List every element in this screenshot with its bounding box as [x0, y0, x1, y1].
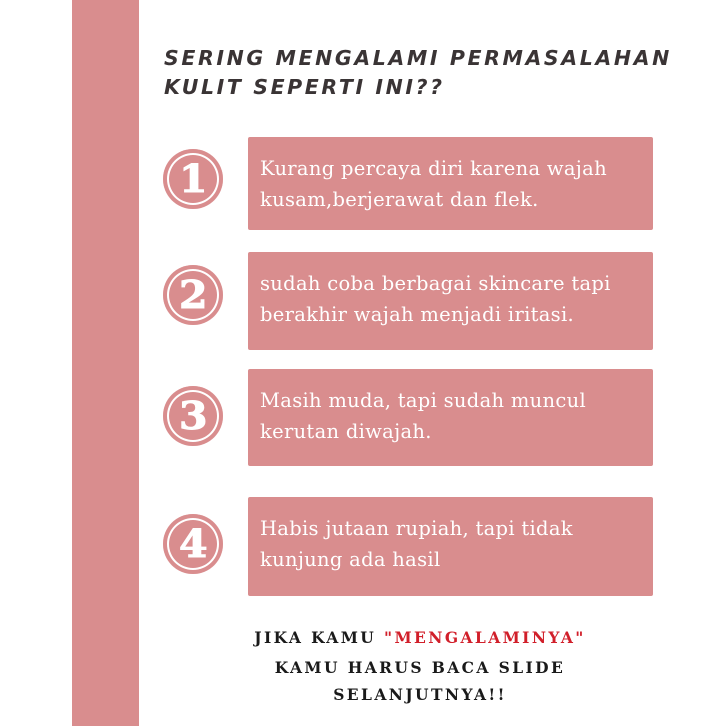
number-badge-2 — [163, 265, 223, 325]
number-badge-1 — [163, 149, 223, 209]
number-badge-2-label: 2 — [178, 272, 208, 317]
problem-card-2 — [248, 252, 653, 350]
headline — [164, 44, 684, 102]
problem-card-1 — [248, 137, 653, 230]
problem-card-2-line-2: berakhir wajah menjadi iritasi. — [260, 303, 575, 326]
cta-highlight: "MENGALAMINYA" — [384, 628, 586, 647]
problem-card-4-line-2: kunjung ada hasil — [260, 548, 441, 571]
cta-line-2: KAMU HARUS BACA SLIDE — [274, 658, 566, 677]
problem-card-3 — [248, 369, 653, 466]
problem-card-1-line-2: kusam,berjerawat dan flek. — [260, 188, 539, 211]
number-badge-1-label: 1 — [178, 156, 208, 201]
headline-line-2: KULIT SEPERTI INI?? — [164, 75, 445, 99]
cta-line-1 — [160, 628, 680, 647]
problem-card-4-line-1: Habis jutaan rupiah, tapi tidak — [260, 517, 573, 540]
number-badge-3 — [163, 386, 223, 446]
decorative-side-bar — [72, 0, 139, 726]
number-badge-4 — [163, 514, 223, 574]
headline-line-1: SERING MENGALAMI PERMASALAHAN — [164, 46, 672, 70]
problem-card-2-line-1: sudah coba berbagai skincare tapi — [260, 272, 611, 295]
number-badge-3-label: 3 — [178, 393, 208, 438]
number-badge-4-label: 4 — [178, 521, 208, 566]
problem-card-3-line-2: kerutan diwajah. — [260, 420, 432, 443]
problem-card-4 — [248, 497, 653, 596]
problem-card-3-line-1: Masih muda, tapi sudah muncul — [260, 389, 586, 412]
problem-card-1-line-1: Kurang percaya diri karena wajah — [260, 157, 607, 180]
cta-line-1-prefix: JIKA KAMU — [254, 628, 385, 647]
cta-line-3: SELANJUTNYA!! — [333, 685, 507, 704]
